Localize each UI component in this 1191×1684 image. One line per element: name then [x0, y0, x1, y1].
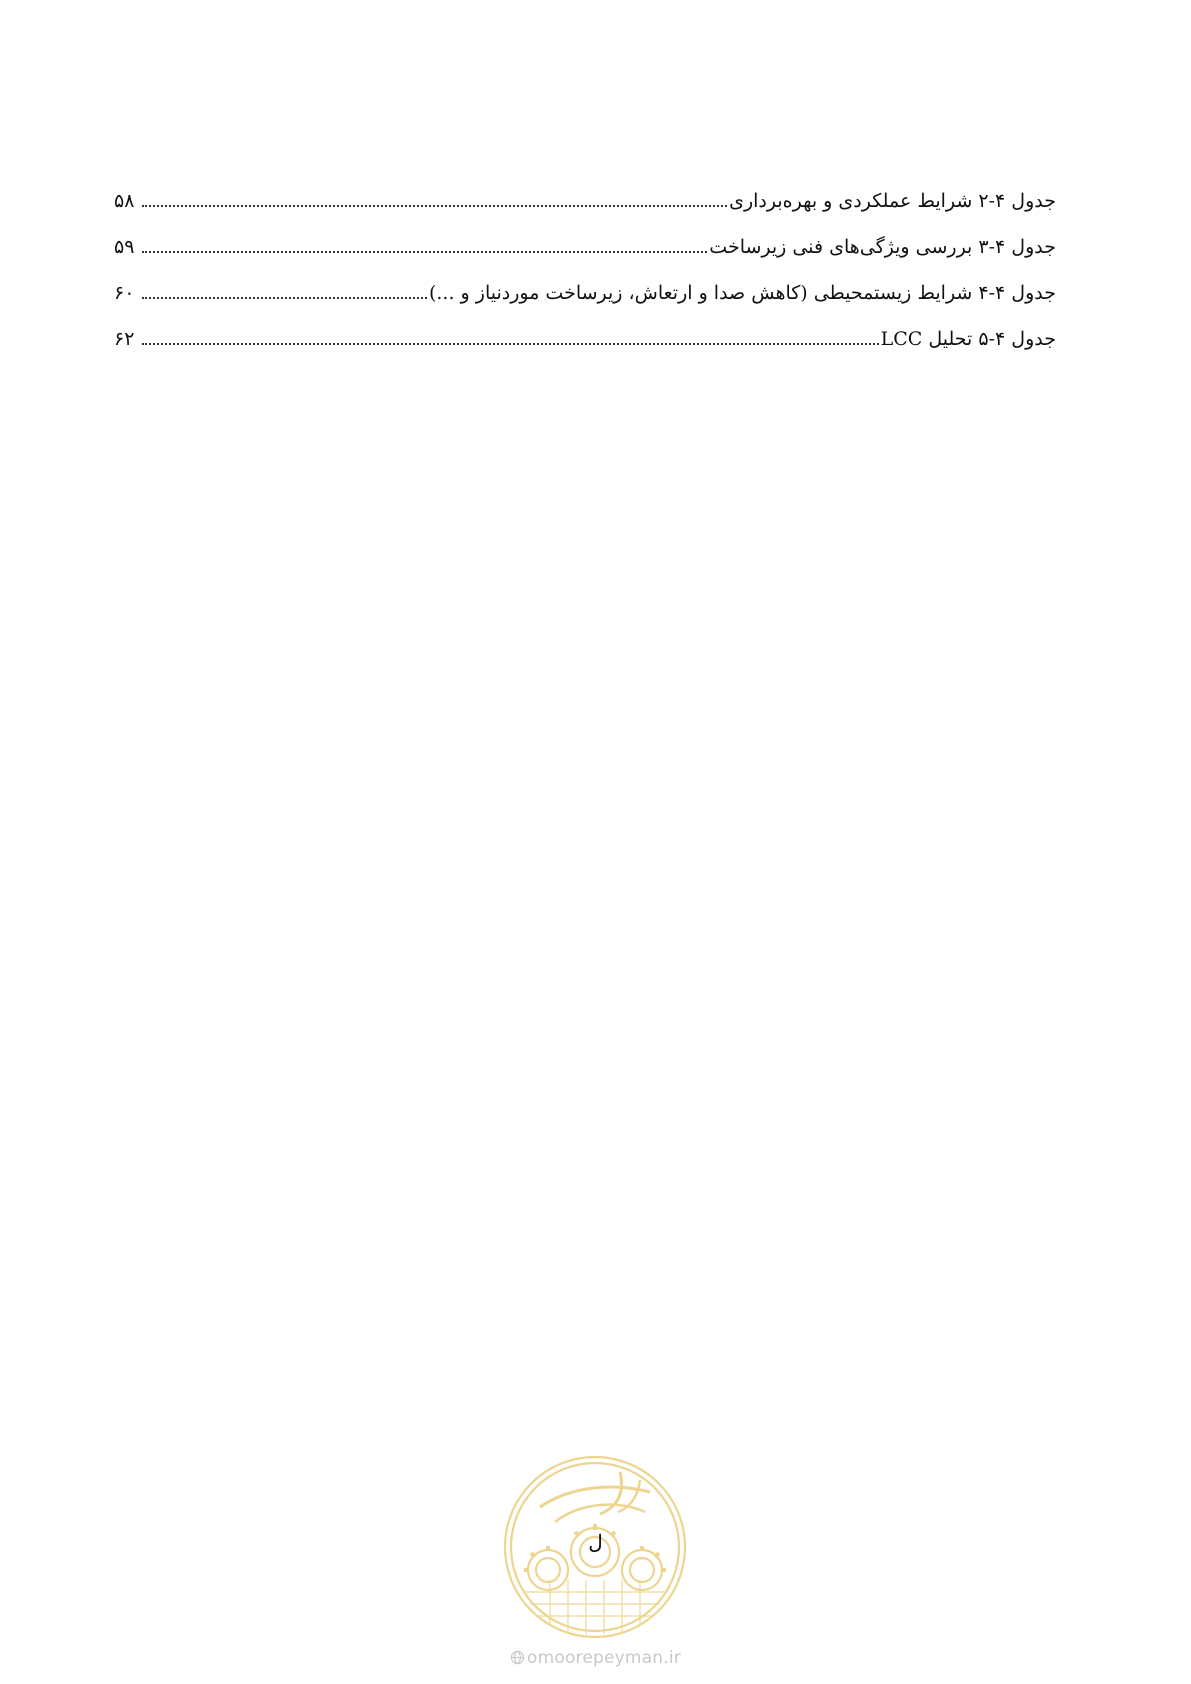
dot-leader — [142, 296, 427, 299]
toc-entry-label: جدول ۴-۲ شرایط عملکردی و بهره‌برداری — [729, 190, 1056, 212]
dot-leader — [142, 250, 707, 253]
toc-entry[interactable] — [114, 188, 1056, 234]
table-of-tables — [114, 188, 1056, 372]
site-footer[interactable] — [0, 1648, 1191, 1668]
toc-entry-page: ۵۹ — [114, 236, 135, 258]
toc-entry-label: جدول ۴-۴ شرایط زیستمحیطی (کاهش صدا و ارتعاش، زیرساخت موردنیاز و ...) — [428, 282, 1056, 304]
toc-entry[interactable] — [114, 234, 1056, 280]
toc-entry-page: ۵۸ — [114, 190, 135, 212]
toc-entry[interactable] — [114, 326, 1056, 372]
toc-entry[interactable] — [114, 280, 1056, 326]
toc-entry-page: ۶۲ — [114, 328, 135, 350]
toc-entry-page: ۶۰ — [114, 282, 135, 304]
site-url: omoorepeyman.ir — [526, 1648, 682, 1668]
globe-icon — [510, 1650, 525, 1665]
toc-entry-label: جدول ۴-۳ بررسی ویژگی‌های فنی زیرساخت — [709, 236, 1056, 258]
dot-leader — [142, 342, 879, 345]
page-number: ل — [588, 1530, 603, 1554]
toc-entry-label: جدول ۴-۵ تحلیل LCC — [880, 328, 1056, 350]
dot-leader — [142, 204, 727, 207]
